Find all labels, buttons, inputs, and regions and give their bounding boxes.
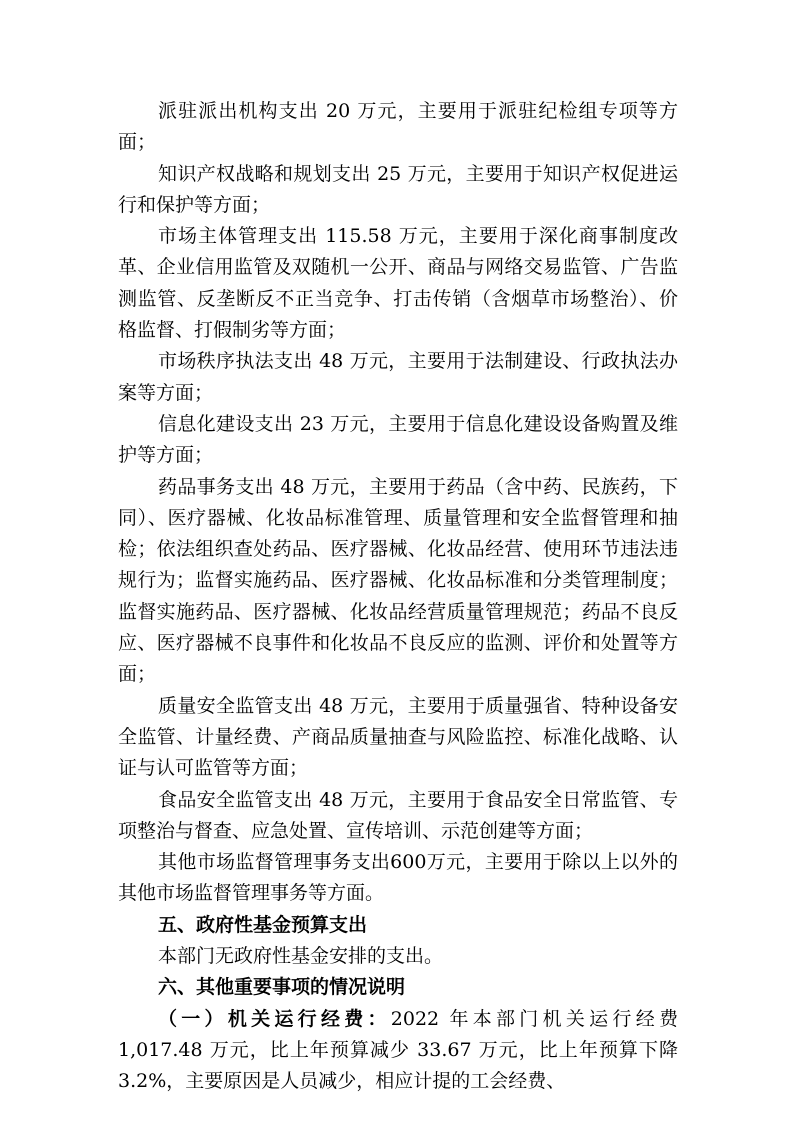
document-body [118, 96, 678, 1098]
paragraph-food-safety: 食品安全监管支出 48 万元，主要用于食品安全日常监管、专项整治与督查、应急处置、宣传培训、示范创建等方面； [118, 788, 678, 842]
paragraph-government-fund: 本部门无政府性基金安排的支出。 [158, 945, 444, 968]
paragraph-operating-expenses [118, 1004, 678, 1098]
paragraph-dispatch-agency: 派驻派出机构支出 20 万元，主要用于派驻纪检组专项等方面； [118, 100, 678, 154]
paragraph-intellectual-property: 知识产权战略和规划支出 25 万元，主要用于知识产权促进运行和保护等方面； [118, 162, 678, 216]
paragraph-quality-safety: 质量安全监管支出 48 万元，主要用于质量强省、特种设备安全监管、计量经费、产商品质量抽查与风险监控、标准化战略、认证与认可监管等方面； [118, 694, 678, 780]
paragraph-market-entity: 市场主体管理支出 115.58 万元，主要用于深化商事制度改革、企业信用监管及双随机一公开、商品与网络交易监管、广告监测监管、反垄断反不正当竞争、打击传销（含烟草市场整治）、价格监督、打假制劣等方面； [118, 225, 678, 342]
operating-expenses-lead: （一）机关运行经费： [158, 1007, 391, 1030]
operating-expenses-text: 2022 年本部门机关运行经费 1,017.48 万元，比上年预算减少 33.67 万元，比上年预算下降 3.2%，主要原因是人员减少，相应计提的工会经费、 [118, 1007, 678, 1093]
paragraph-other-affairs: 其他市场监督管理事务支出600万元，主要用于除以上以外的其他市场监督管理事务等方面。 [118, 851, 678, 905]
section-heading-other-matters: 六、其他重要事项的情况说明 [158, 976, 406, 999]
paragraph-market-order: 市场秩序执法支出 48 万元，主要用于法制建设、行政执法办案等方面； [118, 350, 678, 404]
section-heading-government-fund: 五、政府性基金预算支出 [158, 913, 368, 936]
paragraph-informatization: 信息化建设支出 23 万元，主要用于信息化建设设备购置及维护等方面； [118, 412, 678, 467]
paragraph-drug-affairs: 药品事务支出 48 万元，主要用于药品（含中药、民族药，下同）、医疗器械、化妆品标准管理、质量管理和安全监督管理和抽检；依法组织查处药品、医疗器械、化妆品经营、使用环节违法违规行为；监督实施药品、医疗器械、化妆品标准和分类管理制度；监督实施药品、医疗器械、化妆品经营质量管理规范；药品不良反应、医疗器械不良事件和化妆品不良反应的监测、评价和处置等方面； [118, 475, 678, 686]
